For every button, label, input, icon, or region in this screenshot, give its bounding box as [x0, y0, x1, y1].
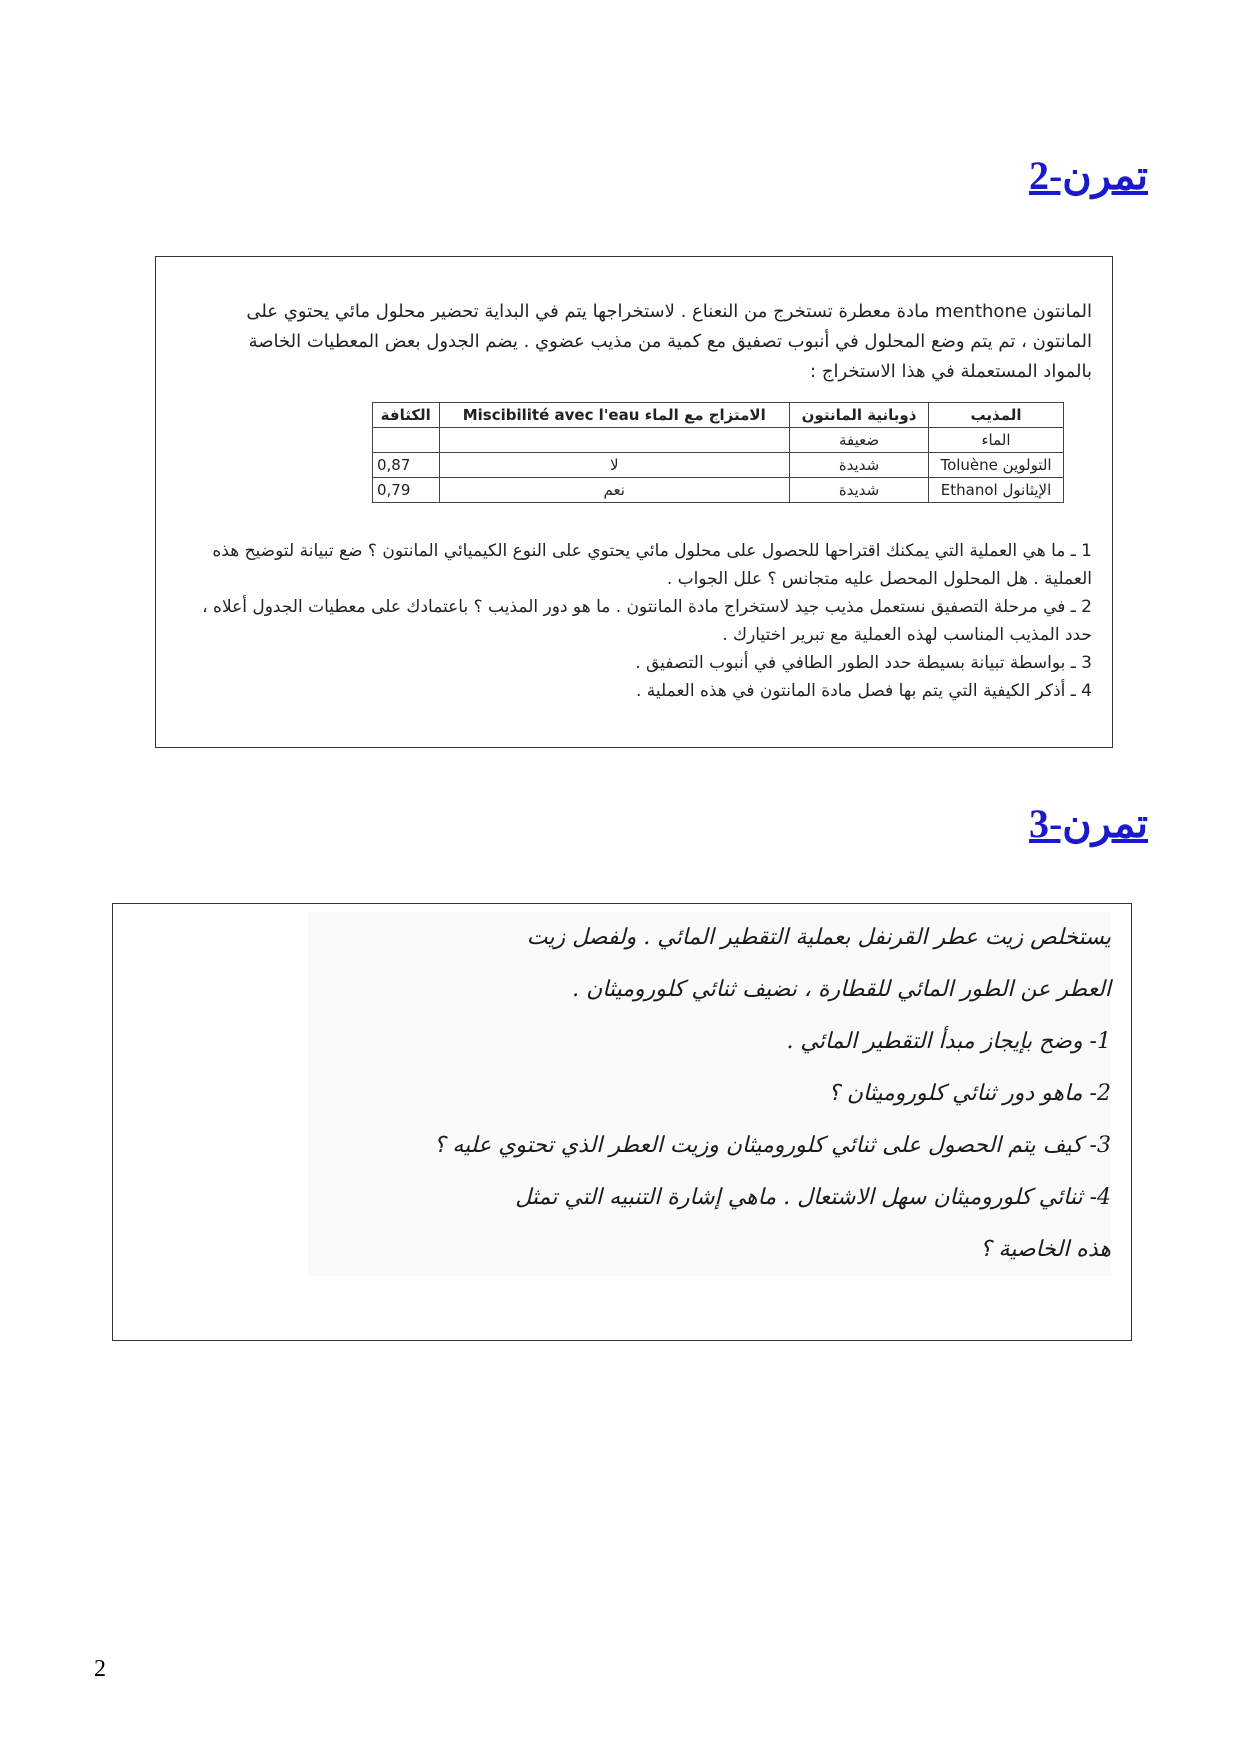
table-row [373, 478, 1064, 503]
header-miscibility: الامتزاج مع الماء Miscibilité avec l'eau [439, 403, 789, 428]
handwritten-exercise-text [308, 912, 1111, 1276]
cell-miscibility: لا [439, 453, 789, 478]
exercise-2-box [155, 256, 1113, 748]
handwritten-line: العطر عن الطور المائي للقطارة ، نضيف ثنائي كلوروميثان . [572, 977, 1111, 1002]
solvent-data-table [372, 402, 1064, 503]
exercise-2-questions [170, 537, 1092, 705]
cell-solvent: التولوين Toluène [929, 453, 1064, 478]
cell-solvent: الماء [929, 428, 1064, 453]
question-1: 1 ـ ما هي العملية التي يمكنك اقتراحها للحصول على محلول مائي يحتوي على النوع الكيميائي المانتون ؟ ضع تبيانة لتوضيح هذه العملية . هل المحلول المحصل عليه متجانس ؟ علل الجواب . [212, 541, 1092, 589]
exercise-2-title: تمرن-2 [1028, 153, 1148, 198]
handwritten-line: 3- كيف يتم الحصول على ثنائي كلوروميثان وزيت العطر الذي تحتوي عليه ؟ [433, 1133, 1111, 1158]
cell-density: 0,87 [373, 453, 440, 478]
handwritten-line: 4- ثنائي كلوروميثان سهل الاشتعال . ماهي إشارة التنبيه التي تمثل [515, 1185, 1111, 1210]
question-2: 2 ـ في مرحلة التصفيق نستعمل مذيب جيد لاستخراج مادة المانتون . ما هو دور المذيب ؟ باعتمادك على معطيات الجدول أعلاه ، حدد المذيب المناسب لهذه العملية مع تبرير اختيارك . [202, 597, 1092, 645]
cell-solubility: شديدة [789, 453, 928, 478]
handwritten-line: يستخلص زيت عطر القرنفل بعملية التقطير المائي . ولفصل زيت [526, 925, 1111, 950]
cell-solubility: شديدة [789, 478, 928, 503]
exercise-3-box [112, 903, 1132, 1341]
cell-miscibility: نعم [439, 478, 789, 503]
handwritten-line: هذه الخاصية ؟ [979, 1237, 1111, 1262]
header-solvent: المذيب [929, 403, 1064, 428]
table-row [373, 428, 1064, 453]
cell-density: 0,79 [373, 478, 440, 503]
table-row [373, 453, 1064, 478]
exercise-3-title: تمرن-3 [1028, 801, 1148, 846]
cell-solubility: ضعيفة [789, 428, 928, 453]
exercise-2-intro: المانتون menthone مادة معطرة تستخرج من النعناع . لاستخراجها يتم في البداية تحضير محلول مائي يحتوي على المانتون ، تم يتم وضع المحلول في أنبوب تصفيق مع كمية من مذيب عضوي . يضم الجدول بعض المعطيات الخاصة بالمواد المستعملة في هذا الاستخراج : [246, 301, 1092, 382]
handwritten-line: 1- وضح بإيجاز مبدأ التقطير المائي . [786, 1029, 1111, 1054]
cell-density [373, 428, 440, 453]
header-solubility: ذوبانية المانتون [789, 403, 928, 428]
page-number: 2 [94, 1656, 106, 1682]
question-3: 3 ـ بواسطة تبيانة بسيطة حدد الطور الطافي في أنبوب التصفيق . [635, 653, 1092, 673]
handwritten-line: 2- ماهو دور ثنائي كلوروميثان ؟ [828, 1081, 1111, 1106]
header-density: الكثافة [373, 403, 440, 428]
cell-solvent: الإيثانول Ethanol [929, 478, 1064, 503]
cell-miscibility [439, 428, 789, 453]
question-4: 4 ـ أذكر الكيفية التي يتم بها فصل مادة المانتون في هذه العملية . [635, 681, 1092, 701]
table-header-row [373, 403, 1064, 428]
